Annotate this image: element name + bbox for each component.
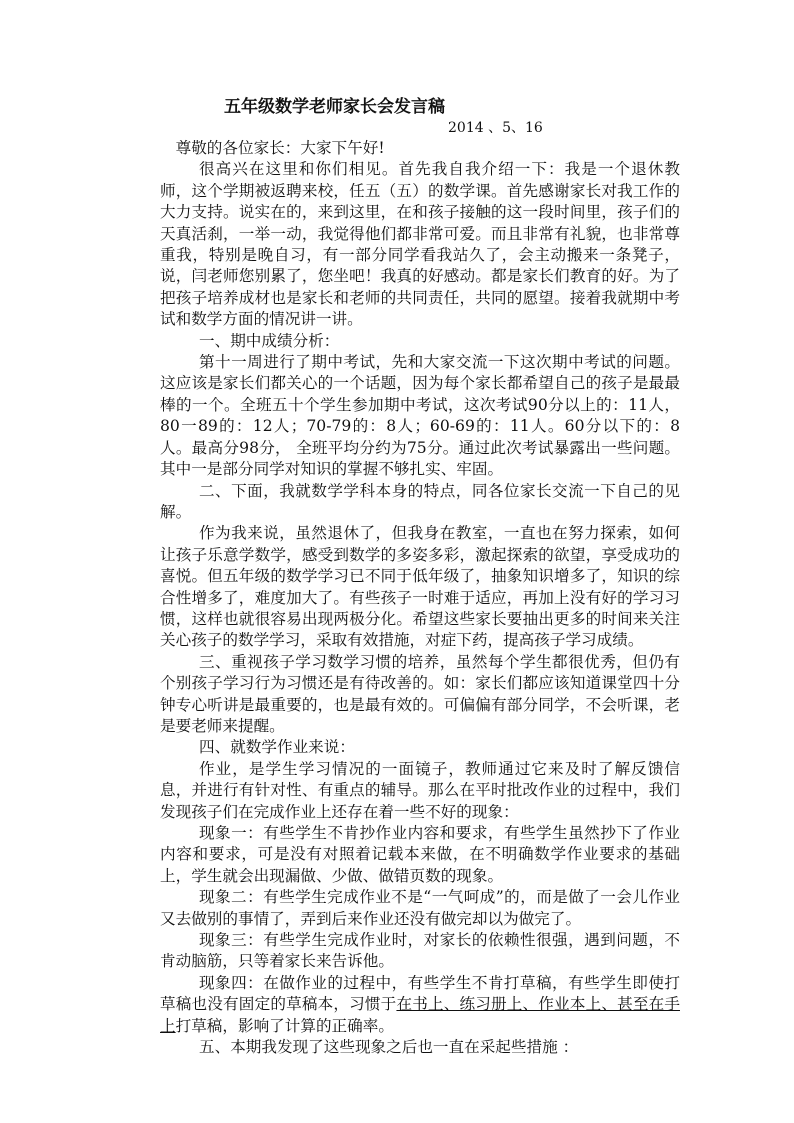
phenomenon-4-underlined: 在书上、练习册上、作业本上、甚至在手上 xyxy=(160,995,680,1035)
paragraph-phenomenon-2: 现象二：有些学生完成作业不是“一气呵成”的，而是做了一会儿作业又去做别的事情了，弄到后来作业还没有做完却以为做完了。 xyxy=(160,888,680,928)
heading-homework: 四、就数学作业来说： xyxy=(199,738,355,757)
paragraph-exam-results: 第十一周进行了期中考试，先和大家交流一下这次期中考试的问题。这应该是家长们都关心的一个话题，因为每个家长都希望自己的孩子是最最棒的一个。全班五十个学生参加期中考试，这次考试90分以上的：11人，80一89的：12人；70-79的：8人；60-69的：11人。60分以下的：8人。最高分98分， 全班平均分约为75分。通过此次考试暴露出一些问题。其中一是部分同学对知识的掌握不够扎实、牢固。 xyxy=(160,353,680,479)
paragraph-phenomenon-3: 现象三：有些学生完成作业时，对家长的依赖性很强，遇到问题，不肯动脑筋，只等着家长来告诉他。 xyxy=(160,931,680,971)
paragraph-study-habits: 三、重视孩子学习数学习惯的培养，虽然每个学生都很优秀，但仍有个别孩子学习行为习惯还是有待改善的。如：家长们都应该知道课堂四十分钟专心听讲是最重要的，也是最有效的。可偏偏有部分同学，不会听课，老是要老师来提醒。 xyxy=(160,652,680,735)
heading-exam-analysis: 一、期中成绩分析： xyxy=(199,331,340,350)
paragraph-intro: 很高兴在这里和你们相见。首先我自我介绍一下：我是一个退休教师，这个学期被返聘来校，任五（五）的数学课。首先感谢家长对我工作的大力支持。说实在的，来到这里，在和孩子接触的这一段时间里，孩子们的天真活刹，一举一动，我觉得他们都非常可爱。而且非常有礼貌，也非常尊重我，特别是晚自习，有一部分同学看我站久了，会主动搬来一条凳子，说，闫老师您别累了，您坐吧！我真的好感动。都是家长们教育的好。为了把孩子培养成材也是家长和老师的共同责任，共同的愿望。接着我就期中考试和数学方面的情况讲一讲。 xyxy=(160,160,680,329)
paragraph-measures: 五、本期我发现了这些现象之后也一直在采起些措施 ： xyxy=(199,1038,579,1057)
document-page xyxy=(160,96,680,1058)
paragraph-teaching-approach: 作为我来说，虽然退休了，但我身在教室，一直也在努力探索，如何让孩子乐意学数学，感受到数学的多姿多彩，激起探索的欲望，享受成功的喜悦。但五年级的数学学习已不同于低年级了，抽象知识增多了，知识的综合性增多了，难度加大了。有些孩子一时难于适应，再加上没有好的学习习惯，这样也就很容易出现两极分化。希望这些家长要抽出更多的时间来关注关心孩子的数学学习，采取有效措施，对症下药，提高孩子学习成绩。 xyxy=(160,524,680,650)
greeting: 尊敬的各位家长：大家下午好! xyxy=(175,139,385,157)
paragraph-phenomenon-1: 现象一：有些学生不肯抄作业内容和要求，有些学生虽然抄下了作业内容和要求，可是没有对照着记载本来做，在不明确数学作业要求的基础上，学生就会出现漏做、少做、做错页数的现象。 xyxy=(160,824,680,885)
document-date: 2014 、5、16 xyxy=(448,120,543,136)
paragraph-math-features: 二、下面，我就数学学科本身的特点，同各位家长交流一下自己的见解。 xyxy=(160,481,680,521)
phenomenon-4-text-b: 打草稿，影响了计算的正确率。 xyxy=(175,1016,394,1035)
paragraph-homework-intro: 作业，是学生学习情况的一面镜子，教师通过它来及时了解反馈信息，并进行有针对性、有重点的辅导。那么在平时批改作业的过程中，我们发现孩子们在完成作业上还存在着一些不好的现象： xyxy=(160,759,680,821)
phenomenon-4-text-a: 现象四：在做作业的过程中，有些学生不肯打草稿，有些学生即使打草稿也没有固定的草稿本，习惯于 xyxy=(160,973,680,1014)
paragraph-phenomenon-4 xyxy=(160,973,680,1037)
document-title: 五年级数学老师家长会发言稿 xyxy=(224,97,445,117)
